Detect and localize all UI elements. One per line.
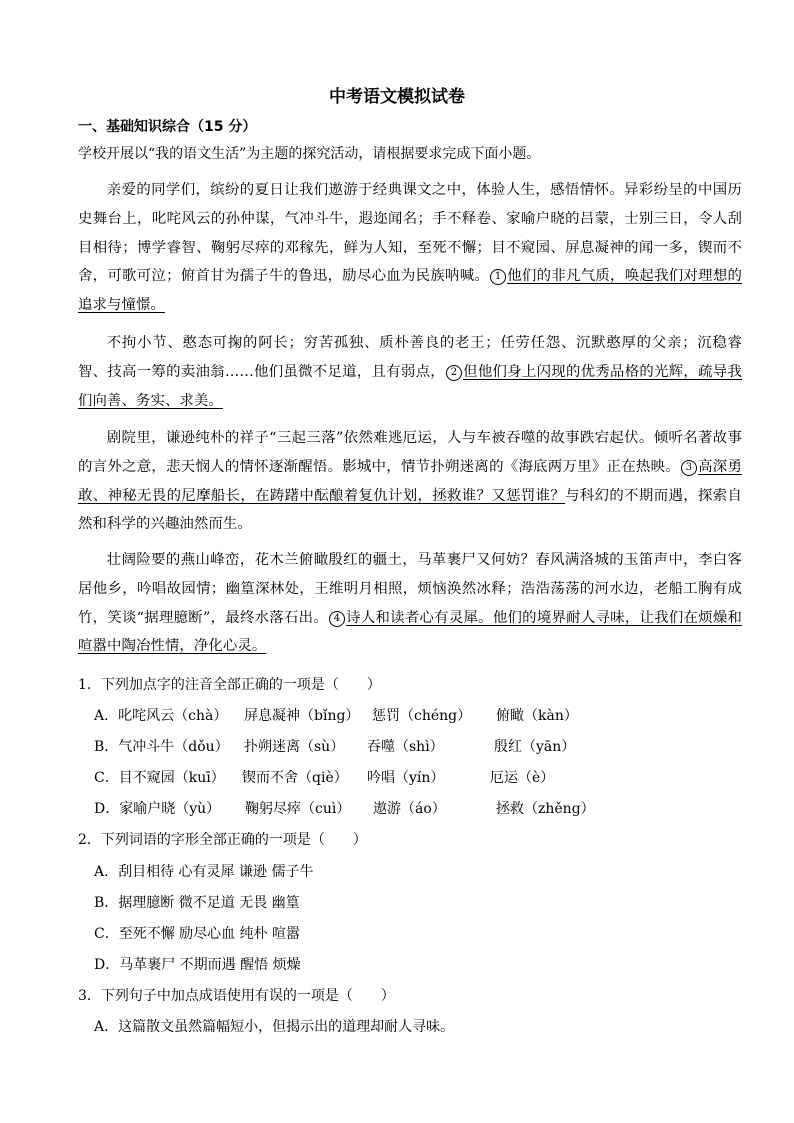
question-1-stem: 1．下列加点字的注音全部正确的一项是（ ） (78, 677, 381, 693)
q1-option-d-item-3: 遨游（áo） (373, 801, 446, 817)
q1-option-a-item-4: 俯瞰（kàn） (496, 708, 578, 724)
q1-option-a-item-3: 惩罚（chéng） (372, 708, 472, 724)
underlined-sentence-3: 高深勇敢、神秘无畏的尼摩船长，在踌躇中酝酿着复仇计划，拯救谁？又惩罚谁？ (78, 458, 742, 504)
marker-1: 1 (490, 269, 506, 285)
question-2-stem: 2．下列词语的字形全部正确的一项是（ ） (78, 832, 367, 848)
intro-text: 学校开展以“我的语文生活”为主题的探究活动，请根据要求完成下面小题。 (78, 146, 541, 162)
q2-option-c: C．至死不懈 励尽心血 纯朴 喧嚣 (94, 926, 301, 942)
q1-option-d-item-1: D．家喻户晓（yù） (94, 801, 221, 817)
q1-option-b-item-4: 殷红（yān） (494, 739, 576, 755)
q1-option-c-item-3: 吟唱（yín） (367, 770, 445, 786)
q2-option-d: D．马革裹尸 不期而遇 醒悟 烦燥 (94, 957, 301, 973)
marker-4: 4 (329, 611, 345, 627)
q2-option-a: A．刮目相待 心有灵犀 谦逊 儒子牛 (94, 864, 314, 880)
q1-option-d-item-4: 拯救（zhěng） (496, 801, 595, 817)
marker-2: 2 (446, 365, 462, 381)
q3-option-a: A．这篇散文虽然篇幅短小，但揭示出的道理却耐人寻味。 (94, 1019, 455, 1035)
q1-option-b-item-1: B．气冲斗牛（dǒu） (94, 739, 229, 755)
section-heading: 一、基础知识综合（15 分） (78, 119, 257, 135)
question-3-stem: 3．下列句子中加点成语使用有误的一项是（ ） (78, 988, 395, 1004)
q1-option-a-item-1: A．叱咤风云（chà） (94, 708, 228, 724)
q1-option-c-item-2: 锲而不舍（qiè） (242, 770, 348, 786)
passage-paragraph-3: 剧院里，谦逊纯朴的祥子“三起三落”依然难逃厄运，人与车被吞噬的故事跌宕起伏。倾听名著故事的言外之意，悲天悯人的情怀逐渐醒悟。影城中，情节扑朔迷离的《海底两万里》正在热映。 3 高深勇敢、神秘无畏的尼摩船长，在踌躇中酝酿着复仇计划，拯救谁？又惩罚谁？与科幻的不期而遇，探索自然和科学的兴趣油然而生。 (78, 430, 742, 533)
marker-3: 3 (681, 460, 697, 476)
q1-option-d-item-2: 鞠躬尽瘁（cuì） (245, 801, 351, 817)
q2-option-b: B．据理臆断 微不足道 无畏 幽篁 (94, 895, 300, 911)
q1-option-c-item-1: C．目不窥园（kuī） (94, 770, 225, 786)
q1-option-c-item-4: 厄运（è） (490, 770, 555, 786)
underlined-sentence-2: 但他们身上闪现的优秀品格的光辉，疏导我们向善、务实、求美。 (78, 363, 742, 409)
underlined-sentence-1: 他们的非凡气质，唤起我们对理想的追求与憧憬。 (78, 268, 742, 314)
page-title: 中考语文模拟试卷 (329, 87, 465, 107)
passage-paragraph-4: 壮阔险要的燕山峰峦，花木兰俯瞰殷红的疆土，马革裹尸又何妨？春风满洛城的玉笛声中，李白客居他乡，吟唱故园情；幽篁深林处，王维明月相照，烦恼涣然冰释；浩浩荡荡的河水边，老船工胸有成竹，笑谈“据理臆断”，最终水落石出。 4 诗人和读者心有灵犀。他们的境界耐人寻味，让我们在烦燥和喧嚣中陶冶性情，净化心灵。 (78, 552, 743, 655)
passage-paragraph-1: 亲爱的同学们，缤纷的夏日让我们遨游于经典课文之中，体验人生，感悟情怀。异彩纷呈的中国历史舞台上，叱咤风云的孙仲谋，气冲斗牛，遐迩闻名；手不释卷、家喻户晓的吕蒙，士别三日，令人刮目相待；博学睿智、鞠躬尽瘁的邓稼先，鲜为人知，至死不懈；目不窥园、屏息凝神的闻一多，锲而不舍，可歌可泣；俯首甘为孺子牛的鲁迅，励尽心血为民族呐喊。 1 他们的非凡气质，唤起我们对理想的追求与憧憬。 (78, 182, 742, 314)
underlined-sentence-4: 诗人和读者心有灵犀。他们的境界耐人寻味，让我们在烦燥和喧嚣中陶冶性情，净化心灵。 (78, 609, 743, 655)
passage-paragraph-2: 不拘小节、憨态可掬的阿长；穷苦孤独、质朴善良的老王；任劳任怨、沉默憨厚的父亲；沉稳睿智、技高一筹的卖油翁……他们虽微不足道，且有弱点， 2 但他们身上闪现的优秀品格的光辉，疏导我们向善、务实、求美。 (78, 335, 742, 409)
q1-option-b-item-3: 吞噬（shì） (367, 739, 444, 755)
q1-option-a-item-2: 屏息凝神（bǐng） (244, 708, 360, 724)
q1-option-b-item-2: 扑朔迷离（sù） (244, 739, 345, 755)
